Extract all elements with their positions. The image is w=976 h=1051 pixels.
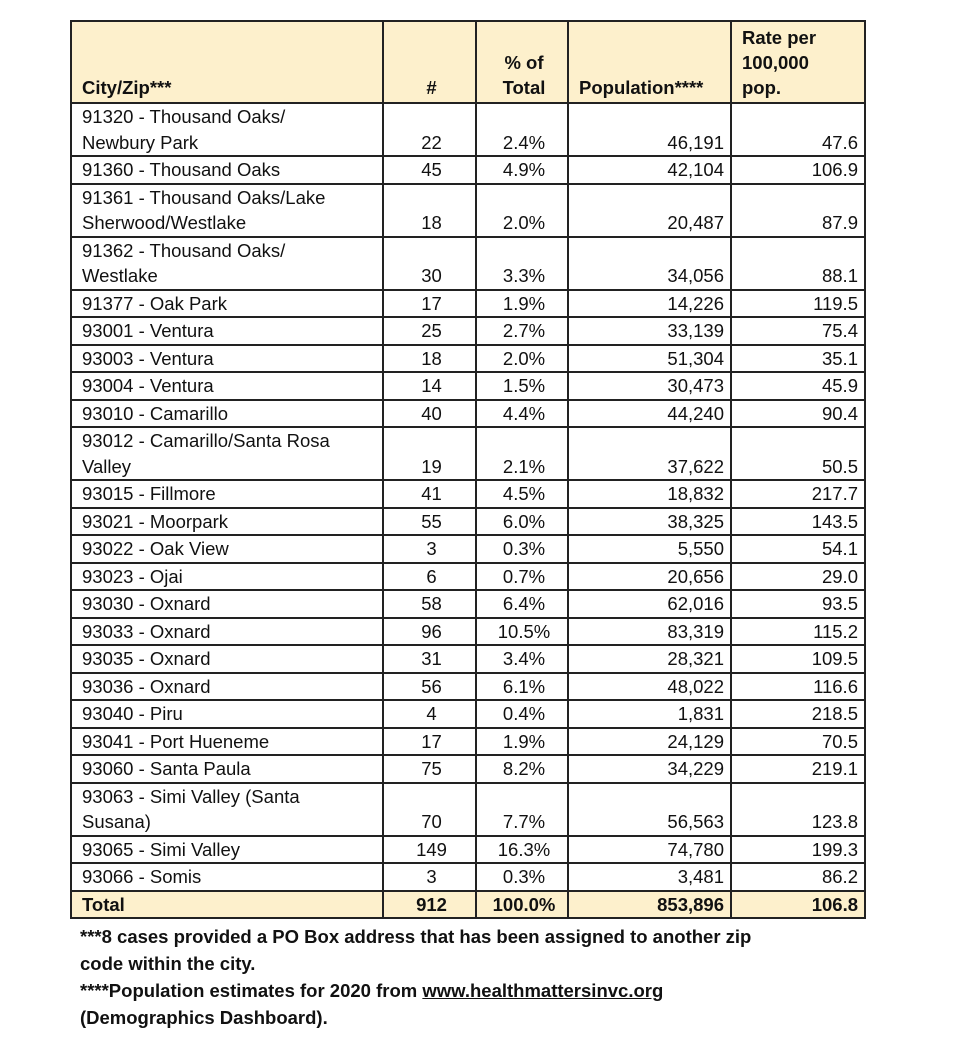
city-zip-cell	[71, 184, 383, 237]
count-cell: 19	[383, 427, 476, 480]
rate-cell: 70.5	[731, 728, 865, 756]
table-row	[71, 508, 865, 536]
table-row	[71, 345, 865, 373]
city-zip-line: Susana)	[82, 811, 151, 832]
city-zip-line: 93004 - Ventura	[82, 375, 214, 396]
city-zip-line: 91377 - Oak Park	[82, 292, 227, 314]
rate-cell: 54.1	[731, 535, 865, 563]
city-zip-line: 93060 - Santa Paula	[82, 758, 251, 779]
table-row	[71, 237, 865, 290]
count-cell: 22	[383, 103, 476, 156]
city-zip-line: Valley	[82, 455, 132, 477]
count-cell: 4	[383, 700, 476, 728]
population-cell: 28,321	[568, 645, 731, 673]
percent-cell: 1.9%	[476, 290, 568, 318]
rate-cell: 217.7	[731, 480, 865, 508]
city-zip-line: 93065 - Simi Valley	[82, 838, 241, 860]
rate-cell: 116.6	[731, 673, 865, 701]
count-cell: 58	[383, 590, 476, 618]
population-cell: 14,226	[568, 290, 731, 318]
population-cell: 51,304	[568, 345, 731, 373]
city-zip-line: 93015 - Fillmore	[82, 483, 216, 504]
table-row	[71, 563, 865, 591]
population-cell: 48,022	[568, 673, 731, 701]
rate-cell: 219.1	[731, 755, 865, 783]
population-cell: 33,139	[568, 317, 731, 345]
city-zip-line: 93066 - Somis	[82, 866, 202, 887]
city-zip-cell	[71, 836, 383, 864]
table-row	[71, 317, 865, 345]
rate-cell: 123.8	[731, 783, 865, 836]
city-zip-line: 93022 - Oak View	[82, 538, 229, 559]
rate-cell: 106.9	[731, 156, 865, 184]
city-zip-cell	[71, 645, 383, 673]
percent-cell: 10.5%	[476, 618, 568, 646]
count-cell: 30	[383, 237, 476, 290]
total-row	[71, 891, 865, 919]
healthmatters-link[interactable]: www.healthmattersinvc.org	[422, 980, 664, 1001]
footnote-text: ****Population estimates for 2020 from	[80, 980, 423, 1001]
percent-cell: 6.0%	[476, 508, 568, 536]
count-cell: 14	[383, 372, 476, 400]
city-zip-line: 93040 - Piru	[82, 703, 183, 724]
city-zip-cell	[71, 618, 383, 646]
city-zip-cell	[71, 863, 383, 891]
footnotes	[80, 923, 780, 1031]
city-zip-cell	[71, 156, 383, 184]
header-line: Total	[502, 77, 546, 98]
count-cell: 149	[383, 836, 476, 864]
total-population: 853,896	[568, 891, 731, 919]
city-zip-cell	[71, 728, 383, 756]
table-row	[71, 863, 865, 891]
count-cell: 17	[383, 290, 476, 318]
city-zip-line: Westlake	[82, 265, 158, 286]
population-cell: 1,831	[568, 700, 731, 728]
city-zip-cell	[71, 590, 383, 618]
percent-cell: 2.0%	[476, 345, 568, 373]
table-row	[71, 184, 865, 237]
percent-cell: 6.4%	[476, 590, 568, 618]
total-count: 912	[383, 891, 476, 919]
count-cell: 18	[383, 345, 476, 373]
city-zip-cell	[71, 673, 383, 701]
rate-cell: 88.1	[731, 237, 865, 290]
total-label: Total	[71, 891, 383, 919]
city-zip-cell	[71, 427, 383, 480]
rate-cell: 29.0	[731, 563, 865, 591]
percent-cell: 4.9%	[476, 156, 568, 184]
table-row	[71, 755, 865, 783]
city-zip-line: 91360 - Thousand Oaks	[82, 159, 281, 180]
rate-cell: 119.5	[731, 290, 865, 318]
count-cell: 56	[383, 673, 476, 701]
city-zip-cell	[71, 755, 383, 783]
city-zip-line: 93036 - Oxnard	[82, 675, 211, 697]
count-cell: 40	[383, 400, 476, 428]
count-cell: 45	[383, 156, 476, 184]
percent-cell: 6.1%	[476, 673, 568, 701]
population-cell: 24,129	[568, 728, 731, 756]
percent-cell: 2.7%	[476, 317, 568, 345]
table-row	[71, 290, 865, 318]
table-row	[71, 673, 865, 701]
city-zip-line: 93063 - Simi Valley (Santa	[82, 785, 300, 807]
city-zip-cell	[71, 103, 383, 156]
city-zip-line: 91320 - Thousand Oaks/	[82, 106, 286, 127]
header-line: % of	[504, 52, 544, 73]
count-cell: 31	[383, 645, 476, 673]
table-row	[71, 618, 865, 646]
rate-cell: 75.4	[731, 317, 865, 345]
count-cell: 55	[383, 508, 476, 536]
count-cell: 3	[383, 863, 476, 891]
city-zip-cell	[71, 563, 383, 591]
population-cell: 20,656	[568, 563, 731, 591]
table-row	[71, 480, 865, 508]
header-line: 100,000	[742, 52, 809, 73]
city-zip-cell	[71, 317, 383, 345]
rate-cell: 115.2	[731, 618, 865, 646]
count-cell: 41	[383, 480, 476, 508]
percent-cell: 8.2%	[476, 755, 568, 783]
city-zip-line: 93030 - Oxnard	[82, 593, 211, 614]
count-cell: 25	[383, 317, 476, 345]
population-cell: 30,473	[568, 372, 731, 400]
rate-cell: 90.4	[731, 400, 865, 428]
population-cell: 42,104	[568, 156, 731, 184]
header-rate	[731, 21, 865, 103]
header-city-zip: City/Zip***	[71, 21, 383, 103]
city-zip-line: 93035 - Oxnard	[82, 648, 211, 669]
city-zip-line: 93001 - Ventura	[82, 320, 214, 341]
city-zip-line: 93010 - Camarillo	[82, 402, 229, 424]
rate-cell: 109.5	[731, 645, 865, 673]
rate-cell: 35.1	[731, 345, 865, 373]
population-cell: 74,780	[568, 836, 731, 864]
table-row	[71, 103, 865, 156]
population-cell: 34,056	[568, 237, 731, 290]
city-zip-cell	[71, 480, 383, 508]
city-zip-line: 93023 - Ojai	[82, 565, 183, 587]
city-zip-line: 93021 - Moorpark	[82, 510, 229, 532]
table-row	[71, 645, 865, 673]
footnote-text: (Demographics Dashboard).	[80, 1007, 328, 1028]
city-zip-cell	[71, 237, 383, 290]
cases-by-zip-table	[70, 20, 866, 919]
rate-cell: 199.3	[731, 836, 865, 864]
table-row	[71, 427, 865, 480]
city-zip-line: 91361 - Thousand Oaks/Lake	[82, 186, 326, 208]
table-row	[71, 372, 865, 400]
population-cell: 3,481	[568, 863, 731, 891]
percent-cell: 2.4%	[476, 103, 568, 156]
rate-cell: 50.5	[731, 427, 865, 480]
city-zip-cell	[71, 783, 383, 836]
population-cell: 44,240	[568, 400, 731, 428]
population-cell: 46,191	[568, 103, 731, 156]
city-zip-line: Newbury Park	[82, 131, 199, 153]
count-cell: 6	[383, 563, 476, 591]
table-row	[71, 700, 865, 728]
city-zip-cell	[71, 508, 383, 536]
footnote-po-box: ***8 cases provided a PO Box address that has been assigned to another zip code within the city.	[80, 926, 752, 974]
percent-cell: 16.3%	[476, 836, 568, 864]
city-zip-line: 93041 - Port Hueneme	[82, 730, 270, 752]
header-line: Rate per	[742, 27, 817, 48]
rate-cell: 87.9	[731, 184, 865, 237]
city-zip-line: 93003 - Ventura	[82, 347, 214, 369]
table-row	[71, 836, 865, 864]
city-zip-cell	[71, 345, 383, 373]
count-cell: 18	[383, 184, 476, 237]
population-cell: 5,550	[568, 535, 731, 563]
header-row	[71, 21, 865, 103]
percent-cell: 7.7%	[476, 783, 568, 836]
footnote-population	[80, 977, 780, 1031]
percent-cell: 0.4%	[476, 700, 568, 728]
city-zip-cell	[71, 400, 383, 428]
population-cell: 38,325	[568, 508, 731, 536]
population-cell: 37,622	[568, 427, 731, 480]
population-cell: 34,229	[568, 755, 731, 783]
header-count: #	[383, 21, 476, 103]
total-percent: 100.0%	[476, 891, 568, 919]
percent-cell: 1.9%	[476, 728, 568, 756]
rate-cell: 218.5	[731, 700, 865, 728]
rate-cell: 86.2	[731, 863, 865, 891]
rate-cell: 143.5	[731, 508, 865, 536]
city-zip-line: 93012 - Camarillo/Santa Rosa	[82, 430, 330, 451]
percent-cell: 3.3%	[476, 237, 568, 290]
city-zip-line: 91362 - Thousand Oaks/	[82, 239, 286, 261]
percent-cell: 0.7%	[476, 563, 568, 591]
table-row	[71, 783, 865, 836]
population-cell: 20,487	[568, 184, 731, 237]
table-row	[71, 590, 865, 618]
city-zip-cell	[71, 535, 383, 563]
count-cell: 17	[383, 728, 476, 756]
rate-cell: 93.5	[731, 590, 865, 618]
rate-cell: 47.6	[731, 103, 865, 156]
table-row	[71, 156, 865, 184]
count-cell: 3	[383, 535, 476, 563]
header-percent-total	[476, 21, 568, 103]
table-row	[71, 400, 865, 428]
header-population: Population****	[568, 21, 731, 103]
count-cell: 70	[383, 783, 476, 836]
header-line: pop.	[742, 77, 782, 98]
total-rate: 106.8	[731, 891, 865, 919]
city-zip-cell	[71, 372, 383, 400]
percent-cell: 4.5%	[476, 480, 568, 508]
percent-cell: 1.5%	[476, 372, 568, 400]
city-zip-line: 93033 - Oxnard	[82, 620, 211, 642]
percent-cell: 0.3%	[476, 535, 568, 563]
rate-cell: 45.9	[731, 372, 865, 400]
percent-cell: 2.1%	[476, 427, 568, 480]
table-body	[71, 103, 865, 891]
percent-cell: 0.3%	[476, 863, 568, 891]
count-cell: 96	[383, 618, 476, 646]
population-cell: 18,832	[568, 480, 731, 508]
table-row	[71, 535, 865, 563]
table-row	[71, 728, 865, 756]
percent-cell: 4.4%	[476, 400, 568, 428]
percent-cell: 2.0%	[476, 184, 568, 237]
count-cell: 75	[383, 755, 476, 783]
percent-cell: 3.4%	[476, 645, 568, 673]
population-cell: 83,319	[568, 618, 731, 646]
population-cell: 62,016	[568, 590, 731, 618]
city-zip-cell	[71, 700, 383, 728]
population-cell: 56,563	[568, 783, 731, 836]
city-zip-line: Sherwood/Westlake	[82, 212, 247, 233]
city-zip-cell	[71, 290, 383, 318]
